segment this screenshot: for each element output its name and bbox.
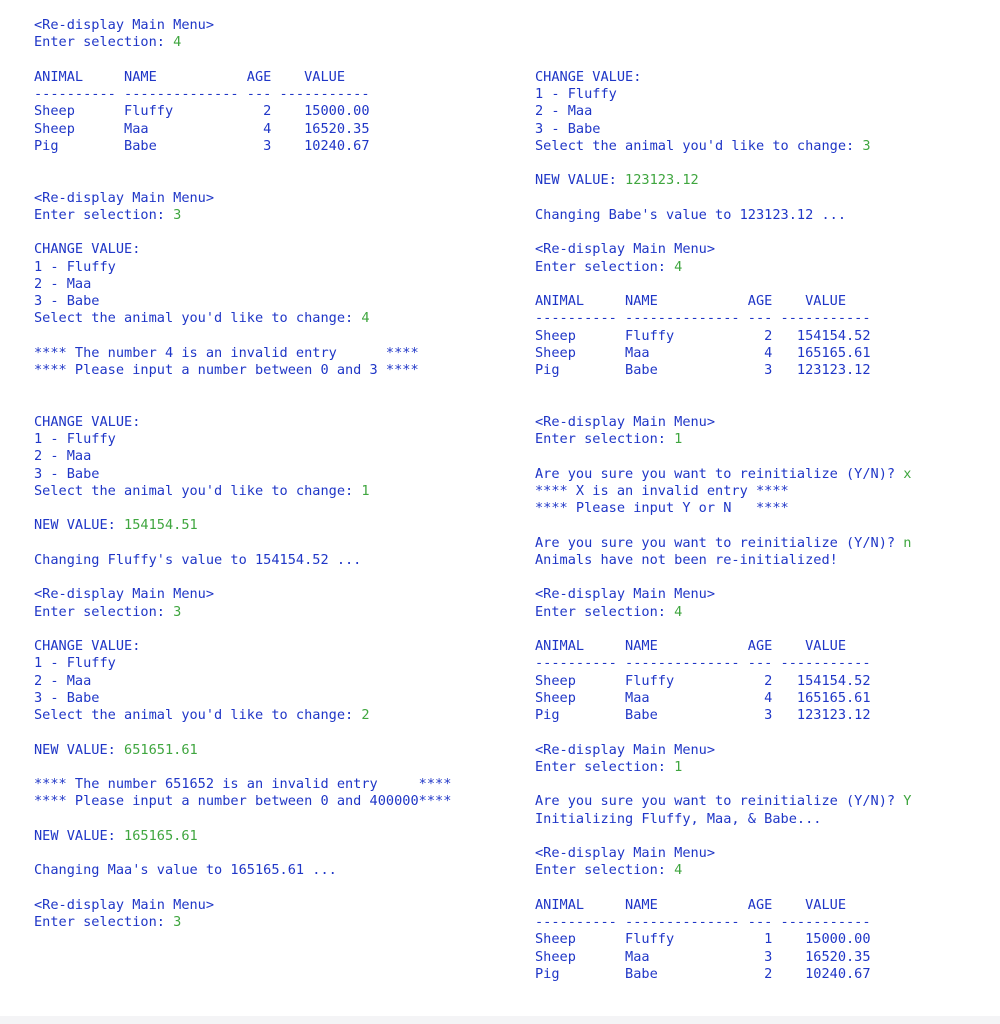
terminal-line [535,310,911,327]
terminal-line-text: Select the animal you'd like to change: [34,310,362,327]
terminal-line [34,345,451,362]
terminal-line [34,673,451,690]
terminal-line-text: ANIMAL NAME AGE VALUE [535,638,846,654]
terminal-line [34,862,451,879]
terminal-line-text: Enter selection: [535,258,675,275]
terminal-line [34,621,451,638]
terminal-line [34,845,451,862]
terminal-line [34,431,451,448]
terminal-line-text: NEW VALUE: [535,172,626,189]
terminal-line [535,414,911,431]
terminal-line [535,52,911,69]
terminal-line-text: Pig Babe 2 10240.67 [535,965,871,982]
terminal-line [535,448,911,465]
terminal-line-text: Select the animal you'd like to change: [34,482,362,499]
user-input-text: 4 [361,310,370,327]
terminal-output-right [535,17,911,983]
terminal-line-text: Animals have not been re-initialized! [535,551,838,568]
terminal-line [34,414,451,431]
terminal-line-text: Sheep Fluffy 2 154154.52 [535,672,871,689]
terminal-line [34,397,451,414]
terminal-line-text: Select the animal you'd like to change: [535,137,863,154]
terminal-line [34,811,451,828]
terminal-line [535,966,911,983]
terminal-line [535,276,911,293]
terminal-line [34,742,451,759]
user-input-text: 123123.12 [625,172,699,189]
terminal-line [535,880,911,897]
terminal-line [535,466,911,483]
terminal-line-text: 3 - Babe [34,465,100,482]
terminal-line [34,17,451,34]
terminal-line [535,121,911,138]
terminal-line-text: CHANGE VALUE: [535,68,642,85]
terminal-line-text: ---------- -------------- --- ----------- [34,86,370,102]
terminal-line [34,86,451,103]
terminal-line-text: Are you sure you want to reinitialize (Y/N)? [535,534,904,551]
user-input-text: 3 [173,206,182,223]
terminal-line [535,345,911,362]
terminal-line [535,379,911,396]
terminal-line [535,776,911,793]
terminal-line [34,259,451,276]
terminal-line-text: 3 - Babe [535,120,601,137]
terminal-line [34,328,451,345]
terminal-line-text: <Re-display Main Menu> [34,586,215,603]
terminal-line-text: Sheep Maa 4 16520.35 [34,120,370,137]
terminal-line-text: **** Please input a number between 0 and 400000**** [34,793,452,810]
terminal-line [535,500,911,517]
terminal-line [535,103,911,120]
terminal-line-text: Pig Babe 3 123123.12 [535,707,871,723]
terminal-line [34,569,451,586]
terminal-line [535,690,911,707]
terminal-line-text: Sheep Maa 4 165165.61 [535,344,871,361]
terminal-line-text: Pig Babe 3 123123.12 [535,362,871,378]
terminal-line [34,655,451,672]
terminal-line-text: ANIMAL NAME AGE VALUE [535,293,846,309]
terminal-line-text: Changing Fluffy's value to 154154.52 ... [34,551,362,568]
user-input-text: Y [903,793,912,810]
terminal-line-text: Sheep Maa 4 165165.61 [535,689,871,706]
terminal-line [34,759,451,776]
terminal-line [535,207,911,224]
user-input-text: 1 [674,431,683,447]
terminal-line-text: <Re-display Main Menu> [535,241,716,258]
terminal-line-text: ---------- -------------- --- ----------- [535,914,871,930]
terminal-line [535,293,911,310]
terminal-line-text: 3 - Babe [34,293,100,309]
terminal-line-text: CHANGE VALUE: [34,638,141,654]
terminal-line-text: Enter selection: [34,603,174,620]
terminal-line [34,604,451,621]
terminal-line [34,828,451,845]
terminal-line-text: **** Please input Y or N **** [535,500,789,516]
terminal-line [535,569,911,586]
terminal-line [535,362,911,379]
terminal-line-text: Changing Babe's value to 123123.12 ... [535,206,846,223]
terminal-line [34,379,451,396]
user-input-text: 1 [674,758,683,775]
terminal-line [34,535,451,552]
terminal-line [535,259,911,276]
terminal-line-text: 2 - Maa [535,103,593,120]
user-input-text: 4 [674,862,683,879]
terminal-line-text: Are you sure you want to reinitialize (Y/N)? [535,793,904,810]
terminal-line-text: Enter selection: [34,34,174,51]
terminal-line-text: ---------- -------------- --- ----------- [535,655,871,672]
terminal-line-text: NEW VALUE: [34,517,125,534]
terminal-line [535,828,911,845]
terminal-line [34,207,451,224]
terminal-line-text: Enter selection: [535,603,675,620]
terminal-line [34,138,451,155]
terminal-line [34,793,451,810]
terminal-line-text: <Re-display Main Menu> [34,189,215,206]
terminal-line [535,552,911,569]
terminal-line-text: CHANGE VALUE: [34,413,141,430]
terminal-line-text: <Re-display Main Menu> [535,845,716,861]
terminal-line [535,69,911,86]
terminal-line-text: **** X is an invalid entry **** [535,482,789,499]
user-input-text: 154154.51 [124,517,198,534]
terminal-line [535,931,911,948]
user-input-text: 651651.61 [124,741,198,758]
terminal-line [535,241,911,258]
terminal-line-text: 2 - Maa [34,275,92,292]
terminal-line [34,552,451,569]
terminal-line [34,155,451,172]
terminal-line [535,811,911,828]
terminal-line-text: <Re-display Main Menu> [34,896,215,913]
terminal-line [535,586,911,603]
terminal-line [34,293,451,310]
terminal-line [34,310,451,327]
user-input-text: n [903,534,912,551]
terminal-line [535,224,911,241]
terminal-line [34,172,451,189]
terminal-line-text: Enter selection: [535,431,675,447]
terminal-line-text: <Re-display Main Menu> [535,413,716,430]
terminal-line-text: Sheep Maa 3 16520.35 [535,948,871,965]
terminal-line-text: 1 - Fluffy [34,655,116,672]
terminal-line-text: 2 - Maa [34,448,92,465]
terminal-line [34,103,451,120]
terminal-line [535,759,911,776]
terminal-line-text: Enter selection: [535,862,675,879]
terminal-line [535,673,911,690]
terminal-line-text: 3 - Babe [34,689,100,706]
terminal-line [34,517,451,534]
terminal-line [535,862,911,879]
terminal-line [34,897,451,914]
terminal-line-text: Enter selection: [34,206,174,223]
terminal-output-left [34,17,451,931]
user-input-text: 4 [173,34,182,51]
terminal-line [34,69,451,86]
terminal-line [535,155,911,172]
terminal-line [535,535,911,552]
terminal-line-text: CHANGE VALUE: [34,241,141,258]
terminal-line [535,34,911,51]
terminal-line-text: Initializing Fluffy, Maa, & Babe... [535,810,822,827]
user-input-text: 165165.61 [124,827,198,844]
terminal-line [34,724,451,741]
terminal-line-text: NEW VALUE: [34,741,125,758]
terminal-line-text: Pig Babe 3 10240.67 [34,137,370,154]
user-input-text: 4 [674,603,683,620]
terminal-line [34,776,451,793]
terminal-line [535,621,911,638]
terminal-line [535,517,911,534]
terminal-line [34,190,451,207]
terminal-line-text: Enter selection: [535,758,675,775]
terminal-line [535,793,911,810]
terminal-line [34,500,451,517]
window-bottom-edge [0,1016,1000,1024]
terminal-line-text: **** Please input a number between 0 and 3 **** [34,362,419,378]
terminal-line-text: ANIMAL NAME AGE VALUE [34,68,345,85]
terminal-line [535,949,911,966]
terminal-line-text: **** The number 651652 is an invalid entry **** [34,776,452,792]
terminal-line [535,845,911,862]
terminal-line [535,17,911,34]
terminal-line-text: NEW VALUE: [34,827,125,844]
terminal-line [34,638,451,655]
terminal-line [34,586,451,603]
terminal-line [535,86,911,103]
terminal-line-text: ANIMAL NAME AGE VALUE [535,896,846,913]
user-input-text: 2 [361,707,370,723]
terminal-line [34,34,451,51]
terminal-line-text: 1 - Fluffy [34,431,116,447]
terminal-line-text: 1 - Fluffy [535,86,617,102]
terminal-line [34,121,451,138]
terminal-line-text: <Re-display Main Menu> [34,17,215,33]
terminal-line [535,638,911,655]
terminal-line [34,483,451,500]
user-input-text: x [903,465,912,482]
terminal-line-text: Sheep Fluffy 2 154154.52 [535,327,871,344]
terminal-line-text: Enter selection: [34,914,174,930]
terminal-line [535,897,911,914]
terminal-line [535,172,911,189]
user-input-text: 3 [173,603,182,620]
user-input-text: 1 [361,482,370,499]
terminal-line [535,914,911,931]
terminal-line-text: <Re-display Main Menu> [535,741,716,758]
terminal-line-text: Changing Maa's value to 165165.61 ... [34,862,337,879]
terminal-line-text: Sheep Fluffy 1 15000.00 [535,931,871,948]
terminal-line [34,914,451,931]
terminal-line-text: ---------- -------------- --- ----------- [535,310,871,327]
terminal-line [34,241,451,258]
terminal-line [535,742,911,759]
user-input-text: 3 [173,914,182,930]
terminal-line [34,276,451,293]
terminal-line [535,138,911,155]
terminal-line [535,190,911,207]
terminal-line [535,483,911,500]
terminal-line-text: <Re-display Main Menu> [535,586,716,603]
terminal-line-text: **** The number 4 is an invalid entry **** [34,344,419,361]
terminal-line-text: 2 - Maa [34,672,92,689]
terminal-line [34,690,451,707]
terminal-line [34,466,451,483]
terminal-line [535,707,911,724]
terminal-line [34,880,451,897]
terminal-line [34,52,451,69]
terminal-line [535,604,911,621]
terminal-line-text: Are you sure you want to reinitialize (Y/N)? [535,465,904,482]
terminal-line [34,707,451,724]
terminal-line-text: 1 - Fluffy [34,258,116,275]
terminal-line [535,431,911,448]
terminal-line [535,328,911,345]
terminal-line [535,724,911,741]
terminal-line [535,397,911,414]
terminal-line [34,448,451,465]
terminal-line-text: Sheep Fluffy 2 15000.00 [34,103,370,120]
user-input-text: 3 [862,137,871,154]
terminal-line-text: Select the animal you'd like to change: [34,707,362,723]
terminal-line [535,655,911,672]
terminal-line [34,362,451,379]
terminal-line [34,224,451,241]
user-input-text: 4 [674,258,683,275]
